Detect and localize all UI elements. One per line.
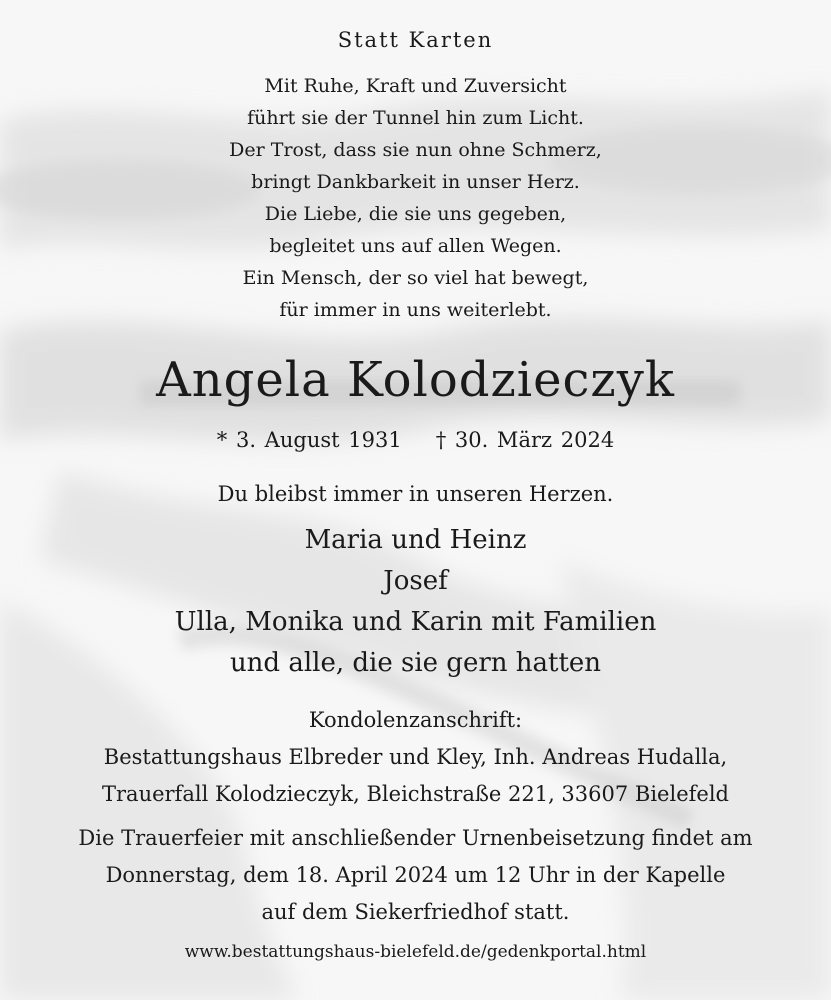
death-date: † 30. März 2024 bbox=[435, 428, 615, 452]
poem-line: Der Trost, dass sie nun ohne Schmerz, bbox=[229, 139, 602, 161]
mourner-line: und alle, die sie gern hatten bbox=[229, 648, 602, 678]
life-dates bbox=[0, 428, 831, 452]
poem-line: Die Liebe, die sie uns gegeben, bbox=[264, 203, 567, 225]
ceremony-line: Donnerstag, dem 18. April 2024 um 12 Uhr in der Kapelle bbox=[105, 863, 726, 887]
birth-date: * 3. August 1931 bbox=[216, 428, 402, 452]
notice-heading: Statt Karten bbox=[337, 28, 494, 52]
memorial-portal-url: www.bestattungshaus-bielefeld.de/gedenkportal.html bbox=[184, 942, 647, 962]
ceremony-line: auf dem Siekerfriedhof statt. bbox=[261, 900, 570, 924]
poem-line: Mit Ruhe, Kraft und Zuversicht bbox=[264, 75, 567, 97]
ceremony-line: Die Trauerfeier mit anschließender Urnenbeisetzung findet am bbox=[78, 826, 753, 850]
motto: Du bleibst immer in unseren Herzen. bbox=[217, 482, 614, 506]
poem-line: führt sie der Tunnel hin zum Licht. bbox=[247, 107, 584, 129]
poem-line: bringt Dankbarkeit in unser Herz. bbox=[251, 171, 580, 193]
poem-line: für immer in uns weiterlebt. bbox=[279, 299, 552, 321]
mourner-line: Maria und Heinz bbox=[304, 525, 527, 555]
poem-line: begleitet uns auf allen Wegen. bbox=[269, 235, 562, 257]
poem-line: Ein Mensch, der so viel hat bewegt, bbox=[242, 267, 589, 289]
deceased-name: Angela Kolodzieczyk bbox=[156, 352, 675, 408]
condolence-heading: Kondolenzanschrift: bbox=[308, 708, 523, 732]
condolence-line: Bestattungshaus Elbreder und Kley, Inh. Andreas Hudalla, bbox=[103, 745, 728, 769]
mourner-line: Ulla, Monika und Karin mit Familien bbox=[174, 607, 657, 637]
mourner-line: Josef bbox=[383, 566, 448, 596]
condolence-line: Trauerfall Kolodzieczyk, Bleichstraße 221, 33607 Bielefeld bbox=[102, 782, 729, 806]
